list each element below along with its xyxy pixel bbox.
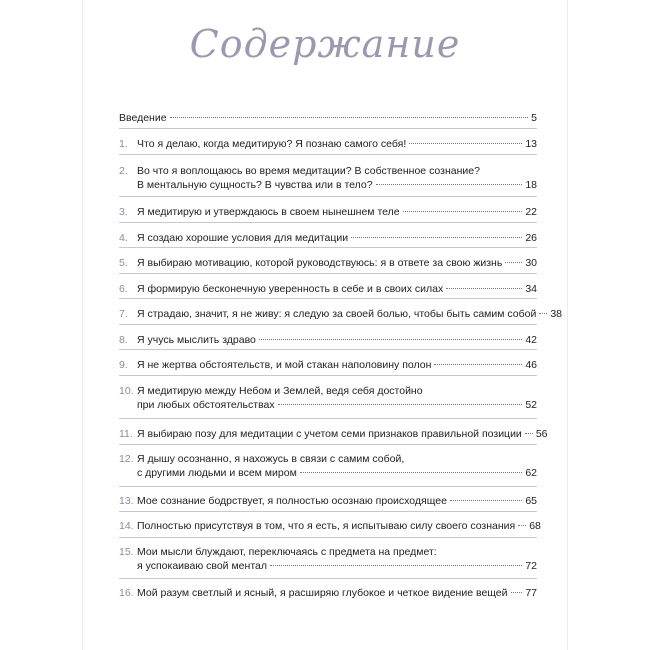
chapter-title-text: Я учусь мыслить здраво xyxy=(137,334,256,346)
chapter-title-text: при любых обстоятельствах xyxy=(137,399,275,411)
chapter-title xyxy=(137,205,537,219)
toc-entry[interactable] xyxy=(119,282,537,296)
chapter-title-last-line xyxy=(137,466,537,480)
entry-separator xyxy=(119,247,537,248)
chapter-title-last-line xyxy=(137,559,537,573)
chapter-number: 14. xyxy=(119,520,134,532)
chapter-number: 3. xyxy=(119,206,128,218)
chapter-title-text: Я страдаю, значит, я не живу: я следую за своей болью, чтобы быть самим собой xyxy=(137,308,537,320)
page-number: 68 xyxy=(529,520,541,532)
page-number: 22 xyxy=(525,206,537,218)
dot-leader xyxy=(539,313,547,314)
page-number: 18 xyxy=(525,179,537,191)
entry-separator xyxy=(119,324,537,325)
chapter-title-text: Введение xyxy=(119,112,167,124)
entry-separator xyxy=(119,537,537,538)
chapter-number: 11. xyxy=(119,428,133,440)
chapter-title-text: Мое сознание бодрствует, я полностью осознаю происходящее xyxy=(137,495,447,507)
chapter-title xyxy=(137,256,537,270)
chapter-title-last-line xyxy=(137,256,537,270)
page-title: Содержание xyxy=(189,22,461,66)
chapter-number: 8. xyxy=(119,334,128,346)
chapter-number: 12. xyxy=(119,453,134,465)
book-page xyxy=(83,0,567,650)
dot-leader xyxy=(409,143,522,144)
dot-leader xyxy=(505,262,522,263)
chapter-title xyxy=(137,358,537,372)
chapter-title-text: Я формирую бесконечную уверенность в себе и в своих силах xyxy=(137,283,444,295)
chapter-title-last-line xyxy=(137,398,537,412)
page-number: 30 xyxy=(525,257,537,269)
chapter-title-line: Я дышу осознанно, я нахожусь в связи с самим собой, xyxy=(137,453,405,465)
chapter-number: 7. xyxy=(119,308,128,320)
entry-separator xyxy=(119,444,537,445)
chapter-title-text: Полностью присутствуя в том, что я есть, я испытываю силу своего сознания xyxy=(137,520,516,532)
chapter-title xyxy=(137,545,537,573)
chapter-number: 16. xyxy=(119,587,134,599)
chapter-title xyxy=(137,231,537,245)
dot-leader xyxy=(525,433,533,434)
dot-leader xyxy=(376,184,523,185)
dot-leader xyxy=(259,339,522,340)
entry-separator xyxy=(119,418,537,419)
chapter-title-text: Я медитирую и утверждаюсь в своем нынешнем теле xyxy=(137,206,400,218)
chapter-title-line: Я медитирую между Небом и Землей, ведя себя достойно xyxy=(137,385,423,397)
page-number: 56 xyxy=(535,428,548,440)
chapter-title xyxy=(137,164,537,192)
entry-separator xyxy=(119,375,537,376)
toc-entry[interactable] xyxy=(119,586,537,600)
toc-entry[interactable] xyxy=(119,205,537,219)
dot-leader xyxy=(434,364,522,365)
toc-entry[interactable] xyxy=(119,307,563,321)
dot-leader xyxy=(518,525,526,526)
page-number: 42 xyxy=(525,334,537,346)
chapter-number: 10. xyxy=(119,385,134,397)
chapter-title xyxy=(137,384,537,412)
toc-entry[interactable] xyxy=(119,111,537,125)
chapter-number: 1. xyxy=(119,138,128,150)
chapter-number: 2. xyxy=(119,165,128,177)
chapter-number: 6. xyxy=(119,283,128,295)
dot-leader xyxy=(446,288,522,289)
page-number: 62 xyxy=(525,467,537,479)
chapter-title-last-line xyxy=(137,519,541,533)
toc-entry[interactable] xyxy=(119,494,537,508)
chapter-title-line: Мои мысли блуждают, переключаясь с предмета на предмет: xyxy=(137,546,437,558)
entry-separator xyxy=(119,196,537,197)
toc-entry[interactable] xyxy=(119,519,541,533)
chapter-number: 5. xyxy=(119,257,128,269)
chapter-title-last-line xyxy=(137,307,563,321)
page-number: 72 xyxy=(525,560,537,572)
chapter-title xyxy=(137,586,537,600)
dot-leader xyxy=(511,592,523,593)
toc-entry[interactable] xyxy=(119,164,537,192)
page-number: 34 xyxy=(525,283,537,295)
dot-leader xyxy=(450,500,522,501)
toc-entry[interactable] xyxy=(119,256,537,270)
page-number: 13 xyxy=(525,138,537,150)
chapter-title-text: В ментальную сущность? В чувства или в тело? xyxy=(137,179,373,191)
chapter-number: 15. xyxy=(119,546,134,558)
page-number: 77 xyxy=(525,587,537,599)
dot-leader xyxy=(278,404,523,405)
entry-separator xyxy=(119,298,537,299)
toc-entry[interactable] xyxy=(119,427,548,441)
chapter-title-last-line xyxy=(137,586,537,600)
entry-separator xyxy=(119,128,537,129)
chapter-title-last-line xyxy=(137,494,537,508)
chapter-title-text: Мой разум светлый и ясный, я расширяю глубокое и четкое видение вещей xyxy=(137,587,508,599)
chapter-title xyxy=(137,333,537,347)
chapter-title-text: Что я делаю, когда медитирую? Я познаю самого себя! xyxy=(137,138,407,150)
chapter-title-line: Во что я воплощаюсь во время медитации? В собственное сознание? xyxy=(137,165,480,177)
dot-leader xyxy=(351,237,522,238)
entry-separator xyxy=(119,273,537,274)
chapter-title xyxy=(137,137,537,151)
chapter-title xyxy=(137,282,537,296)
chapter-title-last-line xyxy=(137,137,537,151)
toc-entry[interactable] xyxy=(119,137,537,151)
page-number: 38 xyxy=(550,308,563,320)
toc-entry[interactable] xyxy=(119,384,537,412)
toc-entry[interactable] xyxy=(119,358,537,372)
page-number: 52 xyxy=(525,399,537,411)
dot-leader xyxy=(270,565,522,566)
toc-entry[interactable] xyxy=(119,231,537,245)
chapter-title-last-line xyxy=(137,333,537,347)
chapter-title xyxy=(137,307,563,321)
chapter-title xyxy=(137,452,537,480)
entry-separator xyxy=(119,578,537,579)
toc-entry[interactable] xyxy=(119,452,537,480)
dot-leader xyxy=(403,211,523,212)
chapter-title-text: Я выбираю позу для медитации с учетом семи признаков правильной позиции xyxy=(137,428,522,440)
chapter-title-text: я успокаиваю свой ментал xyxy=(137,560,267,572)
chapter-title-last-line xyxy=(119,111,537,125)
chapter-title-text: Я выбираю мотивацию, которой руководствуюсь: я в ответе за свою жизнь xyxy=(137,257,503,269)
chapter-title-last-line xyxy=(137,282,537,296)
chapter-title-last-line xyxy=(137,358,537,372)
chapter-title xyxy=(137,494,537,508)
page-number: 26 xyxy=(525,232,537,244)
chapter-title-text: с другими людьми и всем миром xyxy=(137,467,297,479)
chapter-title-last-line xyxy=(137,427,548,441)
dot-leader xyxy=(300,472,523,473)
entry-separator xyxy=(119,486,537,487)
dot-leader xyxy=(170,117,529,118)
chapter-title xyxy=(119,111,537,125)
entry-separator xyxy=(119,349,537,350)
chapter-number: 4. xyxy=(119,232,128,244)
toc-entry[interactable] xyxy=(119,333,537,347)
page-number: 5 xyxy=(531,112,537,124)
chapter-title xyxy=(137,519,541,533)
entry-separator xyxy=(119,222,537,223)
chapter-number: 9. xyxy=(119,359,128,371)
chapter-title-last-line xyxy=(137,178,537,192)
entry-separator xyxy=(119,154,537,155)
page-number: 65 xyxy=(525,495,537,507)
entry-separator xyxy=(119,511,537,512)
chapter-title-last-line xyxy=(137,205,537,219)
toc-entry[interactable] xyxy=(119,545,537,573)
chapter-title xyxy=(137,427,548,441)
chapter-title-last-line xyxy=(137,231,537,245)
page-number: 46 xyxy=(525,359,537,371)
chapter-number: 13. xyxy=(119,495,134,507)
chapter-title-text: Я не жертва обстоятельств, и мой стакан наполовину полон xyxy=(137,359,432,371)
chapter-title-text: Я создаю хорошие условия для медитации xyxy=(137,232,349,244)
